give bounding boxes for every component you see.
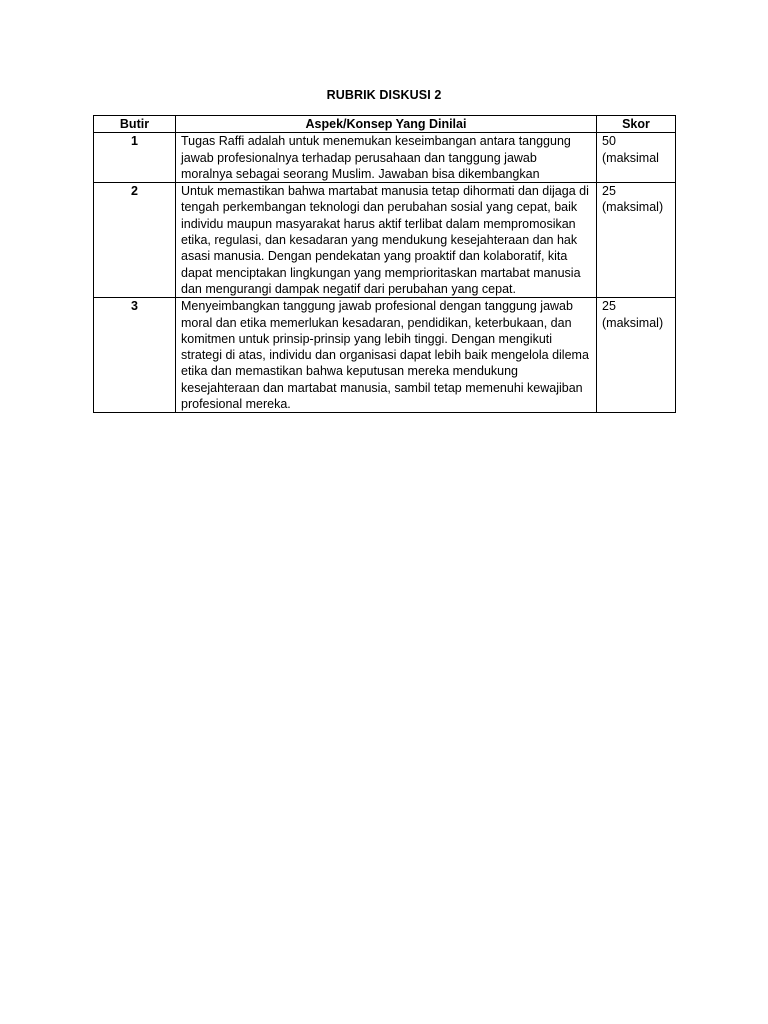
aspek-text: Tugas Raffi adalah untuk menemukan keseimbangan antara tanggung jawab profesionalnya terhadap perusahaan dan tanggung jawab moralnya sebagai seorang Muslim. Jawaban bisa dikembangkan bbox=[176, 133, 597, 183]
header-skor: Skor bbox=[597, 116, 676, 133]
skor-value: 50 bbox=[602, 134, 616, 149]
aspek-text: Untuk memastikan bahwa martabat manusia tetap dihormati dan dijaga di tengah perkembangan teknologi dan perubahan sosial yang cepat, baik individu maupun masyarakat harus aktif terlibat dalam mempromosikan etika, regulasi, dan kesadaran yang mendukung kesejahteraan dan hak asasi manusia. Dengan pendekatan yang proaktif dan kolaboratif, kita dapat menciptakan lingkungan yang memprioritaskan martabat manusia dan mengurangi dampak negatif dari perubahan yang cepat. bbox=[176, 183, 597, 298]
table-row bbox=[94, 298, 676, 413]
skor-cell bbox=[597, 298, 676, 413]
skor-note: (maksimal) bbox=[602, 200, 664, 215]
skor-value: 25 bbox=[602, 299, 616, 314]
butir-number: 1 bbox=[94, 133, 176, 183]
butir-number: 3 bbox=[94, 298, 176, 413]
rubric-table bbox=[93, 115, 676, 413]
skor-cell bbox=[597, 133, 676, 183]
skor-value: 25 bbox=[602, 184, 616, 199]
table-row bbox=[94, 133, 676, 183]
skor-note: (maksimal bbox=[602, 150, 659, 165]
header-aspek: Aspek/Konsep Yang Dinilai bbox=[176, 116, 597, 133]
skor-cell bbox=[597, 183, 676, 298]
skor-note: (maksimal) bbox=[602, 315, 664, 330]
table-header-row bbox=[94, 116, 676, 133]
butir-number: 2 bbox=[94, 183, 176, 298]
table-row bbox=[94, 183, 676, 298]
page-title: RUBRIK DISKUSI 2 bbox=[326, 88, 442, 102]
header-butir: Butir bbox=[94, 116, 176, 133]
aspek-text: Menyeimbangkan tanggung jawab profesional dengan tanggung jawab moral dan etika memerlukan kesadaran, pendidikan, keterbukaan, dan komitmen untuk prinsip-prinsip yang lebih tinggi. Dengan mengikuti strategi di atas, individu dan organisasi dapat lebih baik mengelola dilema etika dan memastikan bahwa keputusan mereka mendukung kesejahteraan dan martabat manusia, sambil tetap memenuhi kewajiban profesional mereka. bbox=[176, 298, 597, 413]
